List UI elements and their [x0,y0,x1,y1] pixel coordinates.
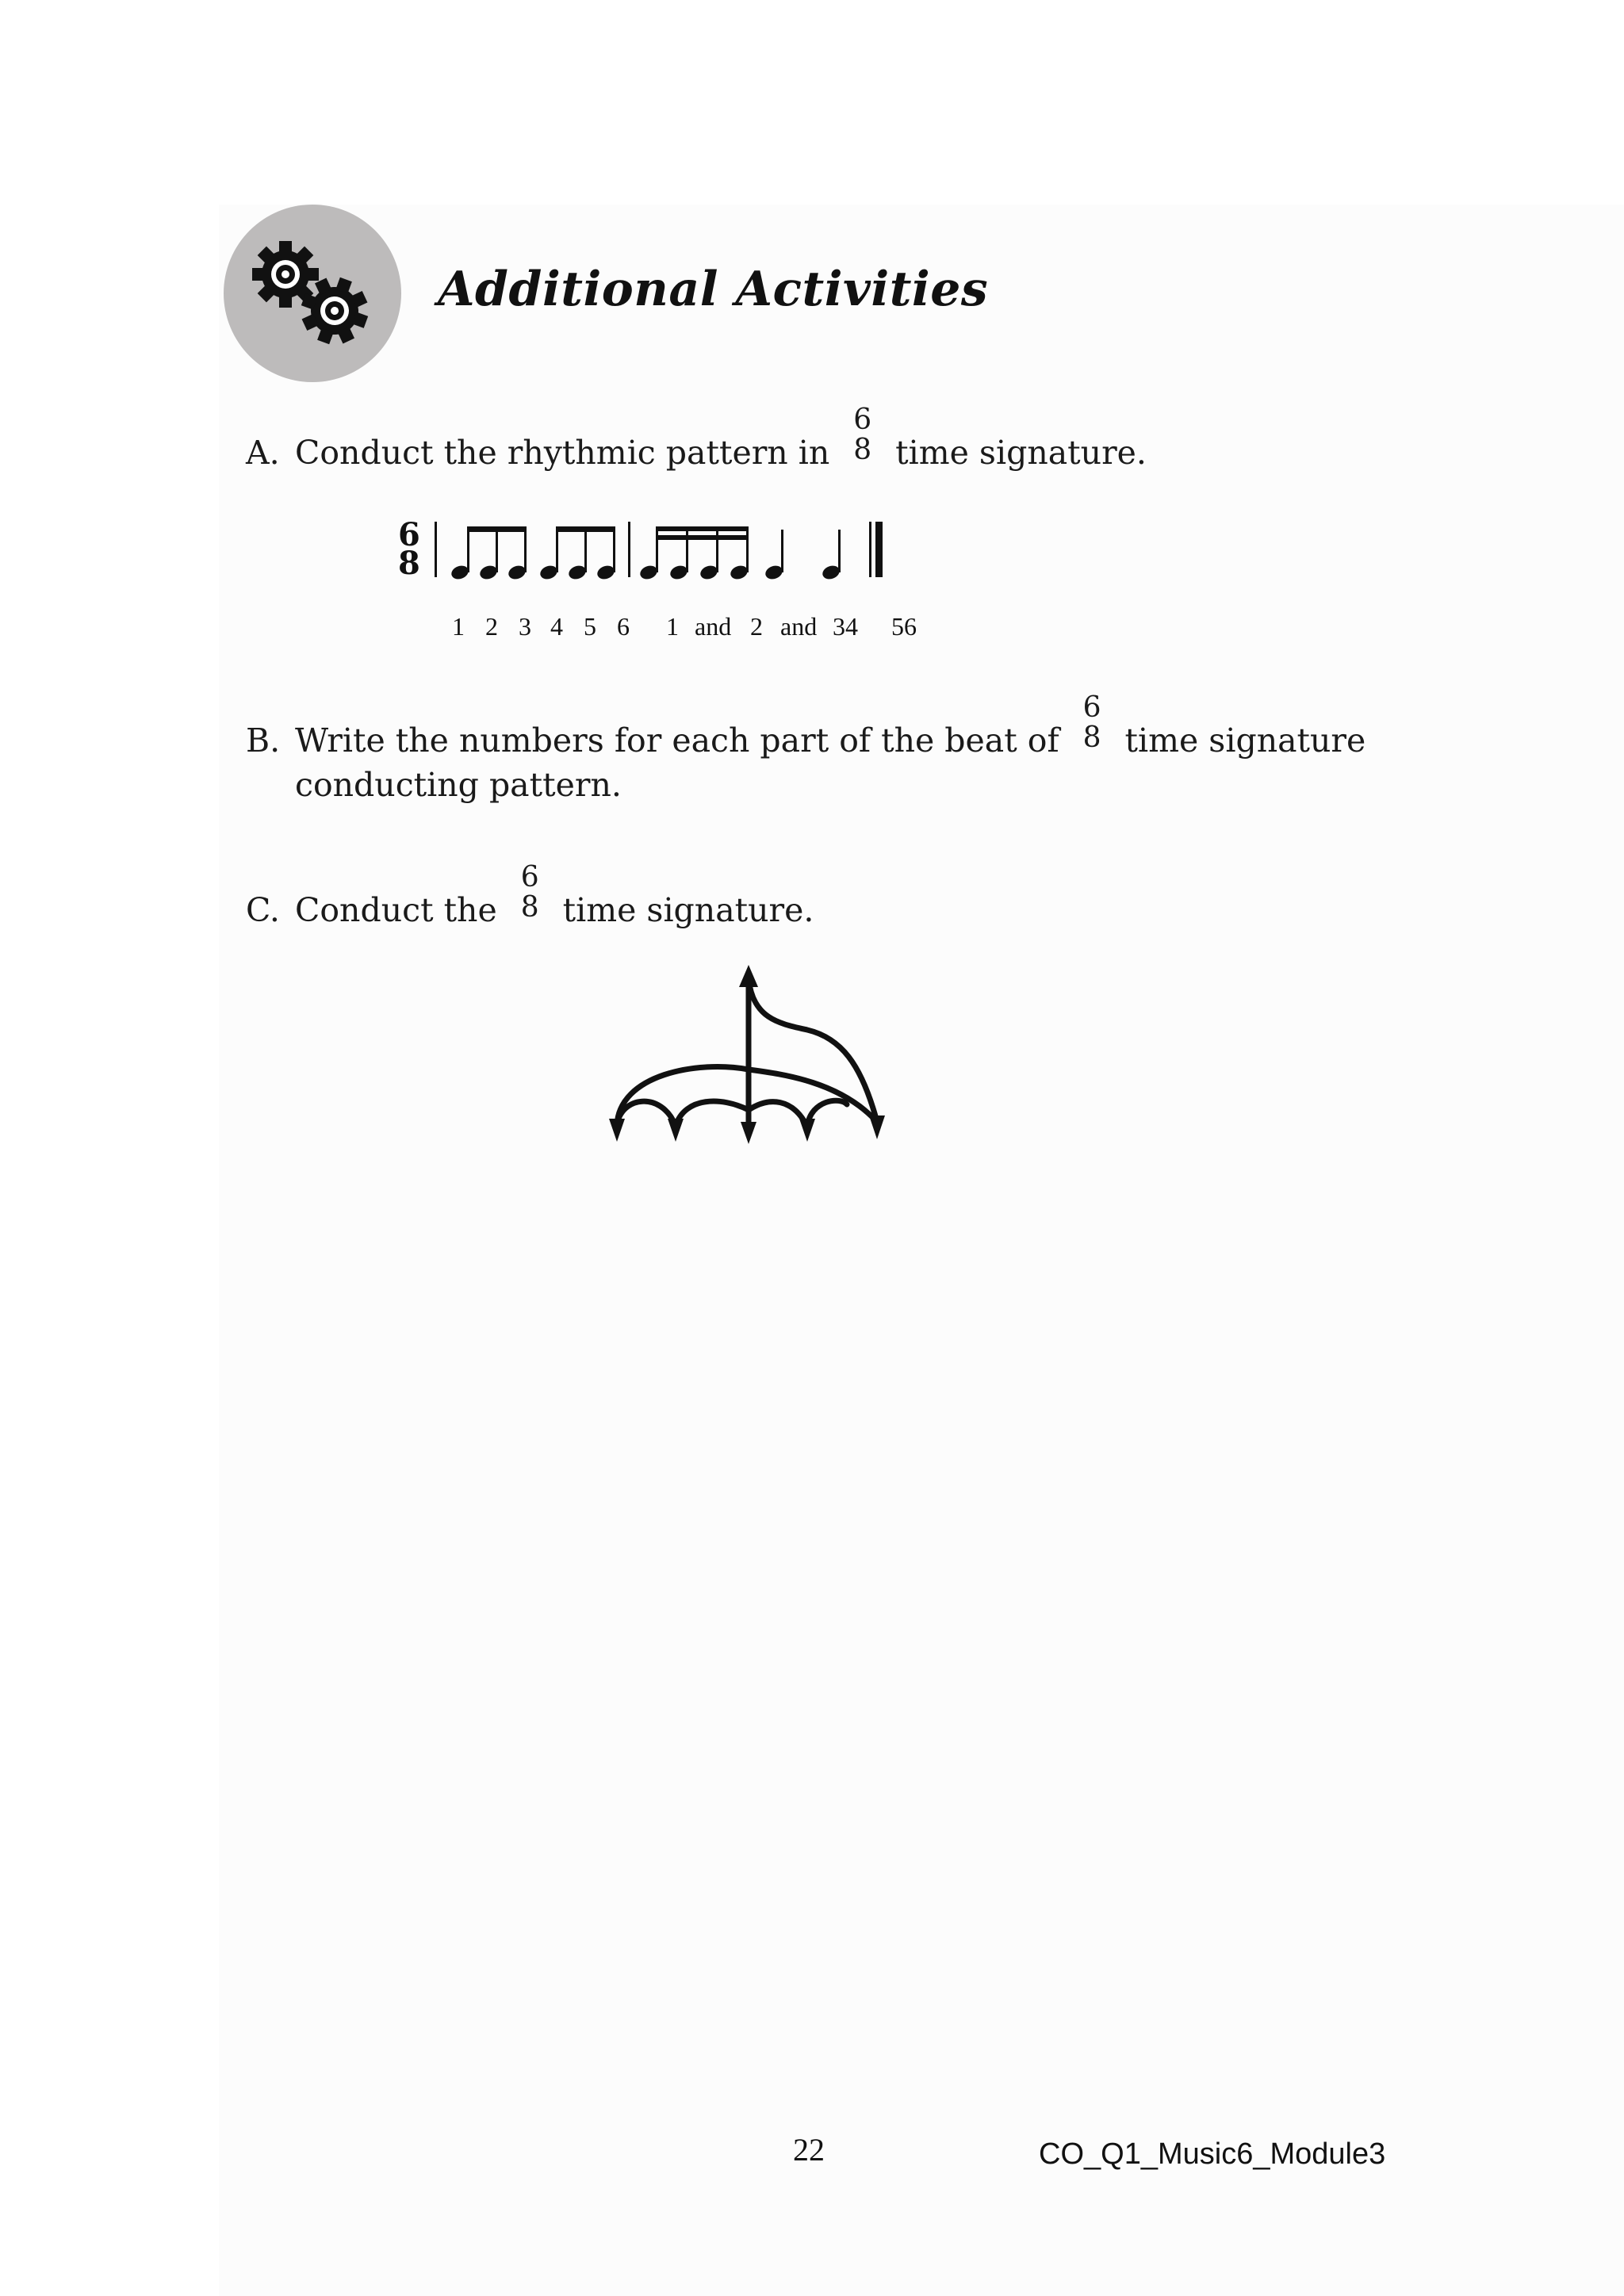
notation-time-sig-top: 6 [398,516,420,553]
activity-letter: A. [246,434,280,472]
section-title: Additional Activities [438,262,989,317]
time-signature-fraction [853,405,871,465]
barline [435,522,437,577]
time-signature-bottom: 8 [853,433,872,466]
activity-letter: C. [246,891,280,929]
count-label: 5 [584,612,596,641]
arrowhead [799,1119,815,1142]
count-label: 6 [617,612,630,641]
arrowhead [869,1115,885,1139]
final-barline [875,522,883,577]
rhythm-counts [452,612,944,644]
activity-text-after: time signature [1124,721,1366,760]
time-signature-fraction [520,860,539,924]
barline [628,522,630,577]
quarter-note [821,530,841,581]
count-label: 2 [485,612,498,641]
sixteenth-note-group [638,526,749,581]
arrowhead [741,1122,756,1144]
activity-text-before: Write the numbers for each part of the beat of [295,721,1059,760]
quarter-note [764,530,784,581]
notation-time-sig-bottom: 8 [398,545,420,582]
eighth-note-group [538,526,616,581]
count-label: 2 [750,612,763,641]
activity-text-before: Conduct the [295,891,497,929]
arrowhead [609,1119,625,1142]
count-label: 56 [891,612,917,641]
count-label: 1 [452,612,465,641]
page-number: 22 [793,2132,825,2168]
time-signature-top: 6 [1082,691,1101,724]
activity-text [295,403,1147,475]
final-barline [869,522,871,577]
count-label: 3 [519,612,531,641]
arrowhead [668,1119,684,1142]
activity-text-after: time signature. [895,434,1147,472]
time-signature-bottom: 8 [1082,721,1101,754]
arrowhead [739,965,758,987]
activity-text [295,691,1366,763]
activity-text-line2: conducting pattern. [295,766,622,804]
time-signature-top: 6 [853,403,872,436]
rhythm-notation [393,515,980,606]
count-label: 4 [550,612,563,641]
activity-text-before: Conduct the rhythmic pattern in [295,434,830,472]
eighth-note-group [450,526,527,581]
activity-text-after: time signature. [562,891,814,929]
gears-icon [224,205,401,382]
time-signature-bottom: 8 [520,890,539,924]
time-signature-fraction [1083,693,1101,753]
count-label: and [780,612,818,641]
count-label: 34 [833,612,858,641]
six-eight-conducting-pattern [603,963,904,1149]
module-code: CO_Q1_Music6_Module3 [1039,2137,1386,2171]
count-label: and [695,612,732,641]
count-label: 1 [666,612,679,641]
activity-text [295,860,814,932]
activity-letter: B. [246,721,281,760]
time-signature-top: 6 [520,860,539,894]
